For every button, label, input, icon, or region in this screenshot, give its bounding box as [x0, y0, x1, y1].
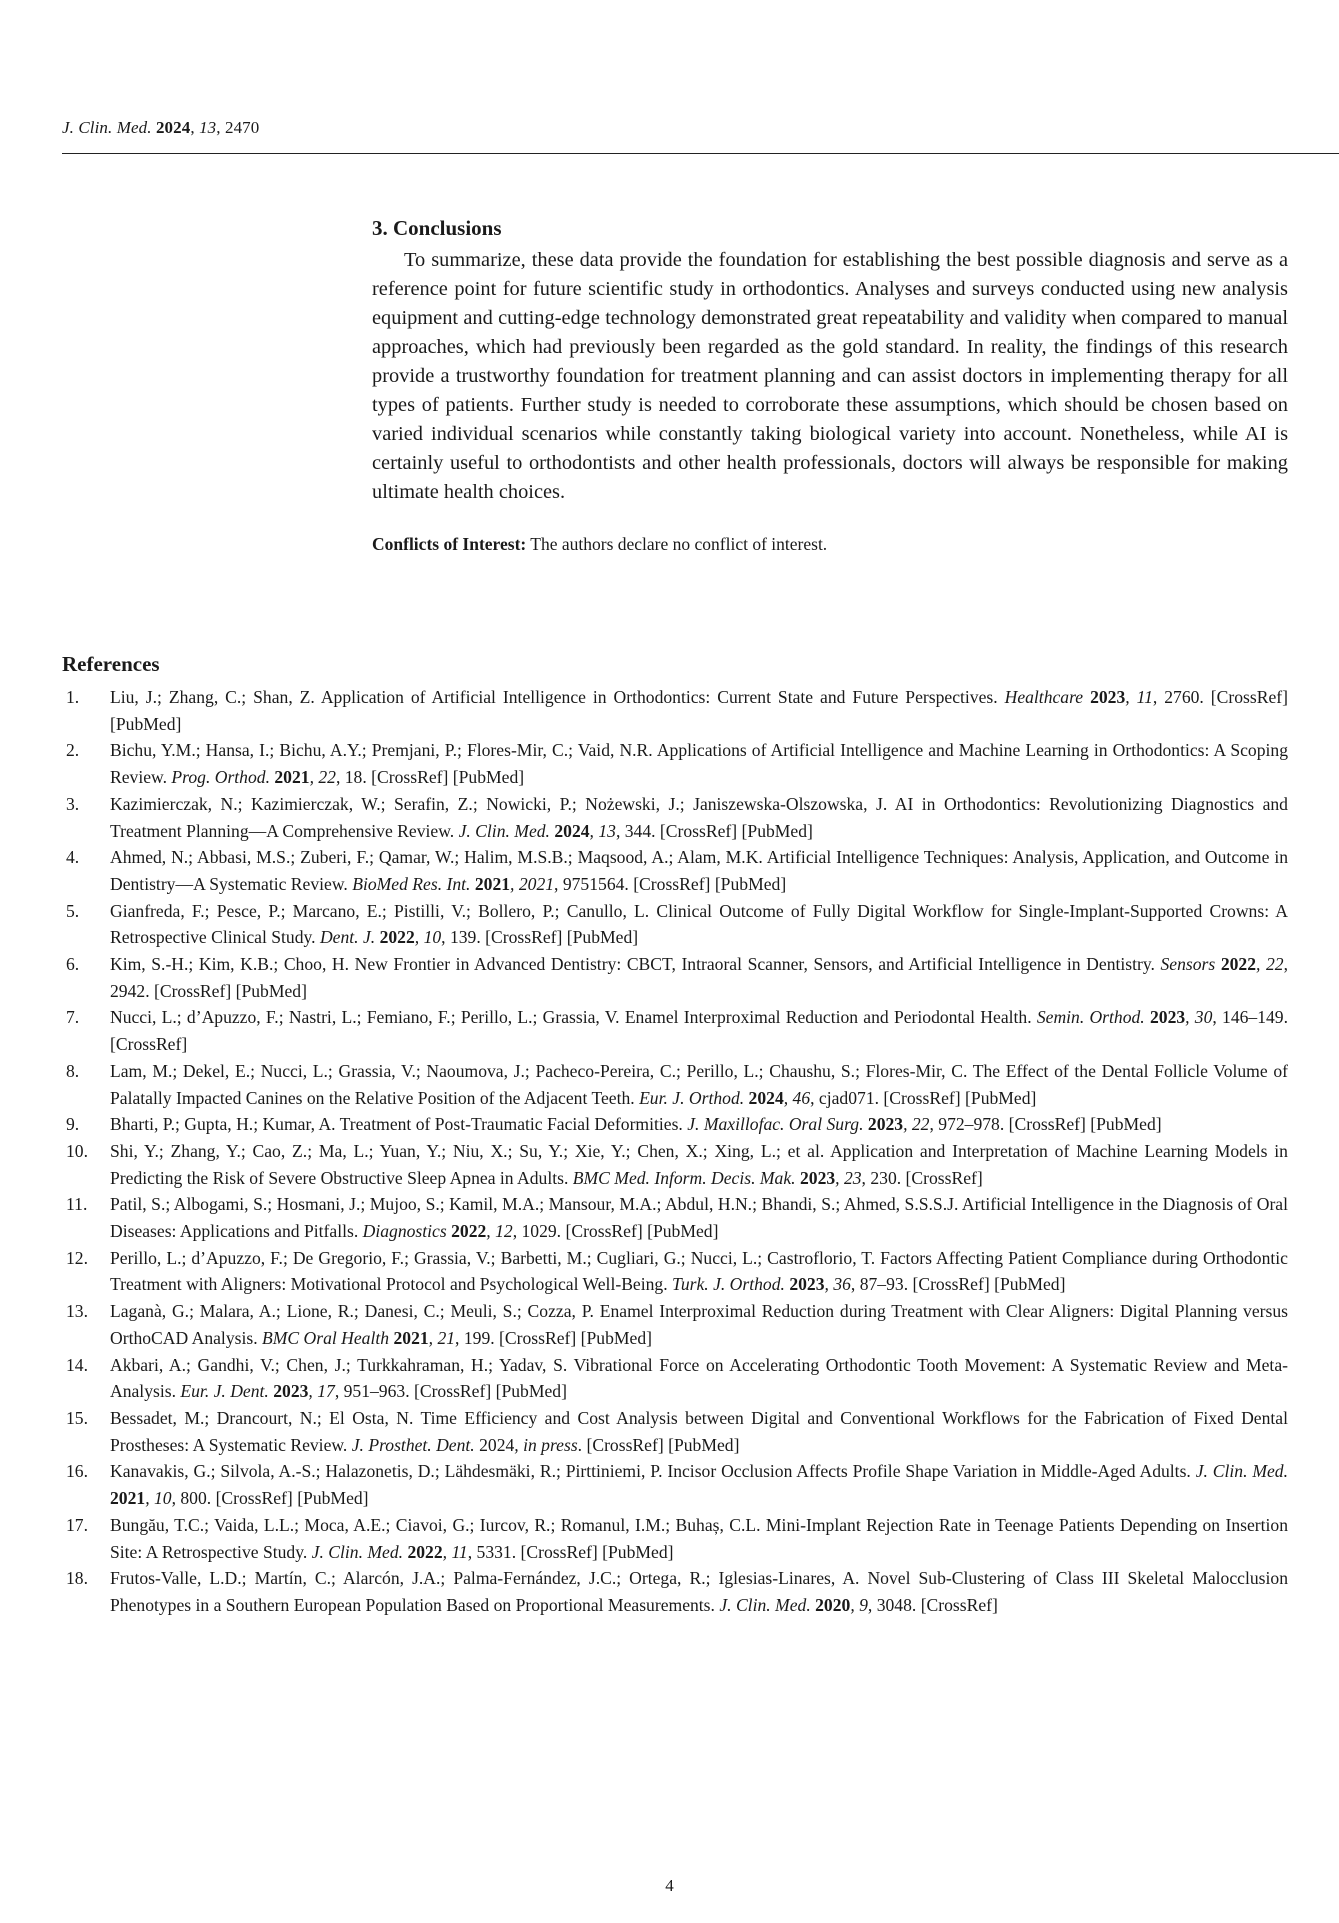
- reference-item: [62, 791, 1288, 844]
- header-sep-1: ,: [190, 118, 200, 137]
- reference-journal: Sensors: [1160, 954, 1216, 975]
- reference-item: [62, 1245, 1288, 1298]
- reference-journal: Eur. J. Orthod.: [639, 1087, 745, 1108]
- reference-pages: , 1029.: [512, 1221, 566, 1242]
- reference-number: 9.: [66, 1114, 80, 1135]
- reference-number: 15.: [66, 1407, 88, 1428]
- reference-number: 6.: [66, 954, 80, 975]
- reference-number: 13.: [66, 1301, 88, 1322]
- reference-volume: , 22: [903, 1114, 930, 1135]
- journal-year: 2024: [155, 118, 191, 137]
- conflicts-of-interest: [372, 532, 1288, 556]
- conflicts-text: The authors declare no conflict of interest.: [526, 534, 828, 554]
- header-rule: [62, 153, 1339, 154]
- reference-pages: , 951–963.: [334, 1381, 414, 1402]
- reference-year: 2022: [451, 1221, 487, 1242]
- pubmed-link[interactable]: [PubMed]: [994, 1274, 1066, 1295]
- reference-authors: Liu, J.; Zhang, C.; Shan, Z.: [110, 687, 321, 707]
- reference-authors: Kanavakis, G.; Silvola, A.-S.; Halazonetis, D.; Lähdesmäki, R.; Pirttiniemi, P.: [110, 1461, 668, 1482]
- reference-pages: , 18.: [335, 767, 372, 788]
- reference-pages: , 2942.: [110, 954, 1288, 1001]
- pubmed-link[interactable]: [PubMed]: [566, 927, 639, 948]
- reference-journal: J. Clin. Med.: [311, 1541, 404, 1562]
- reference-number: 3.: [66, 793, 80, 814]
- conclusions-section: [372, 214, 1288, 556]
- reference-number: 16.: [66, 1461, 88, 1482]
- conflicts-label: Conflicts of Interest:: [372, 534, 527, 554]
- reference-item: [62, 1458, 1288, 1511]
- pubmed-link[interactable]: [PubMed]: [297, 1488, 369, 1509]
- page-number: 4: [665, 1876, 674, 1895]
- references-title: References: [62, 652, 160, 676]
- reference-title: Incisor Occlusion Affects Profile Shape Variation in Middle-Aged Adults.: [667, 1461, 1196, 1482]
- reference-volume: , 11: [442, 1541, 468, 1562]
- reference-journal: Turk. J. Orthod.: [672, 1274, 785, 1295]
- reference-year: 2020: [815, 1594, 851, 1615]
- references-section: [62, 650, 1288, 1619]
- reference-volume: , 30: [1185, 1007, 1213, 1028]
- reference-year: 2021: [274, 767, 310, 788]
- reference-volume: , 46: [783, 1087, 811, 1108]
- reference-volume: , in press: [514, 1434, 578, 1455]
- reference-item: [62, 1405, 1288, 1458]
- reference-item: [62, 1352, 1288, 1405]
- reference-title: Factors Affecting Patient Compliance during Orthodontic Treatment with Aligners: Motivational Protocol and Psychological Well-Being.: [110, 1247, 1288, 1295]
- reference-journal: J. Maxillofac. Oral Surg.: [687, 1114, 864, 1135]
- reference-pages: , 3048.: [867, 1594, 921, 1615]
- reference-authors: Akbari, A.; Gandhi, V.; Chen, J.; Turkkahraman, H.; Yadav, S.: [110, 1354, 574, 1375]
- references-list: [62, 684, 1288, 1619]
- crossref-link[interactable]: [CrossRef]: [485, 927, 563, 948]
- reference-number: 7.: [66, 1007, 80, 1028]
- reference-volume: , 17: [308, 1381, 335, 1402]
- reference-volume: , 22: [309, 767, 336, 788]
- reference-pages: , 972–978.: [929, 1114, 1009, 1135]
- reference-number: 12.: [66, 1247, 88, 1268]
- reference-journal: Dent. J.: [319, 927, 376, 948]
- reference-title: Artificial Intelligence in the Diagnosis of Oral Diseases: Applications and Pitfalls.: [110, 1194, 1289, 1242]
- reference-year: 2023: [799, 1167, 836, 1188]
- reference-year: 2024: [554, 820, 590, 841]
- reference-item: [62, 684, 1288, 737]
- reference-title: Clinical Outcome of Fully Digital Workflow for Single-Implant-Supported Crowns: A Retrospective Clinical Study.: [110, 900, 1288, 948]
- reference-item: [62, 1191, 1288, 1244]
- reference-authors: Bessadet, M.; Drancourt, N.; El Osta, N.: [110, 1407, 421, 1428]
- reference-volume: , 9: [850, 1594, 868, 1615]
- reference-year: 2022: [407, 1541, 443, 1562]
- reference-volume: , 36: [824, 1274, 851, 1295]
- reference-journal: Semin. Orthod.: [1036, 1007, 1145, 1028]
- pubmed-link[interactable]: [PubMed]: [580, 1327, 653, 1348]
- reference-title: AI in Orthodontics: Revolutionizing Diagnostics and Treatment Planning—A Comprehensive Review.: [110, 793, 1288, 841]
- reference-number: 4.: [66, 847, 80, 868]
- reference-year: 2021: [110, 1488, 146, 1509]
- reference-item: [62, 1058, 1288, 1111]
- pubmed-link[interactable]: [PubMed]: [647, 1221, 719, 1242]
- journal-name: J. Clin. Med.: [62, 118, 152, 137]
- header-sep-2: ,: [216, 118, 225, 137]
- crossref-link[interactable]: [CrossRef]: [905, 1167, 983, 1188]
- reference-journal: Healthcare: [1004, 687, 1084, 707]
- reference-journal: BMC Oral Health: [262, 1327, 390, 1348]
- reference-title: Novel Sub-Clustering of Class III Skeletal Malocclusion Phenotypes in a Southern European Population Based on Proportional Measurements.: [110, 1568, 1288, 1615]
- reference-year: 2023: [789, 1274, 825, 1295]
- crossref-link[interactable]: [CrossRef]: [153, 980, 232, 1001]
- reference-volume: , 12: [486, 1221, 513, 1242]
- reference-authors: Bungău, T.C.; Vaida, L.L.; Moca, A.E.; Ciavoi, G.; Iurcov, R.; Romanul, I.M.; Buhaș, C.L.: [110, 1514, 766, 1535]
- reference-pages: , cjad071.: [810, 1087, 884, 1108]
- reference-year: 2023: [1090, 687, 1126, 707]
- reference-year: 2022: [1220, 954, 1257, 975]
- reference-number: 10.: [66, 1140, 88, 1161]
- reference-volume: , 13: [589, 820, 616, 841]
- reference-journal: Prog. Orthod.: [171, 767, 270, 788]
- reference-pages: .: [577, 1434, 587, 1455]
- reference-volume: , 2021: [510, 873, 555, 894]
- reference-authors: Patil, S.; Albogami, S.; Hosmani, J.; Mujoo, S.; Kamil, M.A.; Mansour, M.A.; Abdul, H.N.; Bhandi, S.; Ahmed, S.S.S.J.: [110, 1194, 962, 1215]
- pubmed-link[interactable]: [PubMed]: [668, 1434, 740, 1455]
- crossref-link[interactable]: [CrossRef]: [1210, 687, 1288, 707]
- reference-pages: , 199.: [455, 1327, 500, 1348]
- reference-title: Application of Artificial Intelligence in Orthodontics: Current State and Future Perspectives.: [320, 687, 1005, 707]
- reference-pages: , 800.: [171, 1488, 216, 1509]
- article-number: 2470: [224, 118, 260, 137]
- reference-item: [62, 1111, 1288, 1138]
- reference-item: [62, 898, 1288, 951]
- reference-year: 2023: [867, 1114, 904, 1135]
- reference-number: 8.: [66, 1060, 80, 1081]
- reference-title: Time Efficiency and Cost Analysis between Digital and Conventional Workflows for the Fabrication of Fixed Dental Prostheses: A Systematic Review.: [110, 1407, 1288, 1455]
- reference-authors: Perillo, L.; d’Apuzzo, F.; De Gregorio, F.; Grassia, V.; Barbetti, M.; Cugliari, G.; Nucci, L.; Castroflorio, T.: [110, 1247, 881, 1268]
- reference-authors: Lam, M.; Dekel, E.; Nucci, L.; Grassia, V.; Naoumova, J.; Pacheco-Pereira, C.; Perillo, L.; Chaushu, S.; Flores-Mir, C.: [110, 1060, 973, 1081]
- running-header: [62, 118, 259, 138]
- reference-title: Artificial Intelligence Techniques: Analysis, Application, and Outcome in Dentistry—A Systematic Review.: [110, 847, 1288, 894]
- reference-year: 2023: [1149, 1007, 1186, 1028]
- reference-number: 18.: [66, 1568, 88, 1589]
- reference-title: Enamel Interproximal Reduction during Treatment with Clear Aligners: Digital Planning versus OrthoCAD Analysis.: [110, 1301, 1288, 1348]
- reference-pages: , 344.: [615, 820, 660, 841]
- reference-authors: Shi, Y.; Zhang, Y.; Cao, Z.; Ma, L.; Yuan, Y.; Niu, X.; Su, Y.; Xie, Y.; Chen, X.; Xing, L.; et al.: [110, 1140, 831, 1161]
- reference-pages: , 2760.: [1152, 687, 1211, 707]
- pubmed-link[interactable]: [PubMed]: [452, 767, 525, 788]
- conclusions-paragraph: To summarize, these data provide the foundation for establishing the best possible diagnosis and serve as a reference point for future scientific study in orthodontics. Analyses and surveys conducted using new analysis equipment and cutting-edge technology demonstrated great repeatability and validity when compared to manual approaches, which had previously been regarded as the gold standard. In reality, the findings of this research provide a trustworthy foundation for treatment planning and can assist doctors in implementing therapy for all types of patients. Further study is needed to corroborate these assumptions, which should be chosen based on varied individual scenarios while constantly taking biological variety into account. Nonetheless, while AI is certainly useful to orthodontists and other health professionals, doctors will always be responsible for making ultimate health choices.: [372, 249, 1288, 503]
- reference-year: 2024: [479, 1434, 515, 1455]
- crossref-link[interactable]: [CrossRef]: [883, 1087, 961, 1108]
- reference-title: Application and Interpretation of Machine Learning Models in Predicting the Risk of Severe Obstructive Sleep Apnea in Adults.: [110, 1140, 1288, 1188]
- reference-title: Treatment of Post-Traumatic Facial Deformities.: [339, 1114, 688, 1135]
- reference-item: [62, 844, 1288, 897]
- reference-authors: Bharti, P.; Gupta, H.; Kumar, A.: [110, 1114, 340, 1135]
- reference-item: [62, 1565, 1288, 1618]
- reference-item: [62, 1138, 1288, 1191]
- crossref-link[interactable]: [CrossRef]: [371, 767, 449, 788]
- reference-number: 1.: [66, 687, 80, 707]
- pubmed-link[interactable]: [PubMed]: [110, 713, 182, 734]
- reference-journal: J. Clin. Med.: [719, 1594, 811, 1615]
- reference-journal: BMC Med. Inform. Decis. Mak.: [572, 1167, 796, 1188]
- pubmed-link[interactable]: [PubMed]: [741, 820, 813, 841]
- crossref-link[interactable]: [CrossRef]: [586, 1434, 664, 1455]
- reference-authors: Nucci, L.; d’Apuzzo, F.; Nastri, L.; Femiano, F.; Perillo, L.; Grassia, V.: [110, 1007, 625, 1028]
- reference-pages: , 9751564.: [554, 873, 634, 894]
- reference-pages: , 230.: [861, 1167, 906, 1188]
- reference-volume: , 11: [1125, 687, 1153, 707]
- crossref-link[interactable]: [CrossRef]: [215, 1488, 293, 1509]
- reference-number: 2.: [66, 740, 80, 761]
- reference-pages: , 87–93.: [850, 1274, 913, 1295]
- reference-number: 17.: [66, 1514, 88, 1535]
- reference-item: [62, 951, 1288, 1004]
- reference-pages: , 5331.: [467, 1541, 521, 1562]
- crossref-link[interactable]: [CrossRef]: [633, 873, 711, 894]
- journal-volume: 13: [199, 118, 217, 137]
- crossref-link[interactable]: [CrossRef]: [1008, 1114, 1086, 1135]
- reference-year: 2022: [379, 927, 415, 948]
- reference-volume: , 22: [1256, 954, 1284, 975]
- reference-journal: J. Clin. Med.: [458, 820, 550, 841]
- reference-volume: , 23: [835, 1167, 862, 1188]
- crossref-link[interactable]: [CrossRef]: [565, 1221, 643, 1242]
- reference-number: 14.: [66, 1354, 88, 1375]
- pubmed-link[interactable]: [PubMed]: [714, 873, 787, 894]
- crossref-link[interactable]: [CrossRef]: [659, 820, 738, 841]
- crossref-link[interactable]: [CrossRef]: [520, 1541, 598, 1562]
- reference-authors: Gianfreda, F.; Pesce, P.; Marcano, E.; Pistilli, V.; Bollero, P.; Canullo, L.: [110, 900, 657, 921]
- reference-journal: J. Prosthet. Dent.: [351, 1434, 475, 1455]
- reference-title: New Frontier in Advanced Dentistry: CBCT, Intraoral Scanner, Sensors, and Artificial Intelligence in Dentistry.: [354, 954, 1161, 975]
- reference-volume: , 10: [414, 927, 442, 948]
- pubmed-link[interactable]: [PubMed]: [235, 980, 307, 1001]
- reference-number: 11.: [66, 1194, 88, 1215]
- reference-item: [62, 1298, 1288, 1351]
- pubmed-link[interactable]: [PubMed]: [965, 1087, 1037, 1108]
- crossref-link[interactable]: [CrossRef]: [920, 1594, 998, 1615]
- reference-volume: , 10: [145, 1488, 172, 1509]
- crossref-link[interactable]: [CrossRef]: [912, 1274, 990, 1295]
- reference-year: 2023: [273, 1381, 309, 1402]
- pubmed-link[interactable]: [PubMed]: [602, 1541, 674, 1562]
- reference-authors: Ahmed, N.; Abbasi, M.S.; Zuberi, F.; Qamar, W.; Halim, M.S.B.; Maqsood, A.; Alam, M.K.: [110, 847, 767, 868]
- reference-pages: , 146–149.: [1212, 1007, 1289, 1028]
- reference-number: 5.: [66, 900, 80, 921]
- reference-authors: Bichu, Y.M.; Hansa, I.; Bichu, A.Y.; Premjani, P.; Flores-Mir, C.; Vaid, N.R.: [110, 740, 657, 761]
- reference-year: 2024: [748, 1087, 784, 1108]
- crossref-link[interactable]: [CrossRef]: [499, 1327, 577, 1348]
- crossref-link[interactable]: [CrossRef]: [110, 1034, 188, 1055]
- reference-title: Mini-Implant Rejection Rate in Teenage Patients Depending on Insertion Site: A Retrospective Study.: [110, 1514, 1288, 1562]
- reference-year: 2021: [474, 873, 511, 894]
- reference-title: Applications of Artificial Intelligence and Machine Learning in Orthodontics: A Scoping Review.: [110, 740, 1288, 788]
- reference-item: [62, 1004, 1288, 1057]
- reference-journal: J. Clin. Med.: [1195, 1461, 1288, 1482]
- reference-title: Vibrational Force on Accelerating Orthodontic Tooth Movement: A Systematic Review and Meta-Analysis.: [110, 1354, 1288, 1402]
- section-title: 3. Conclusions: [372, 216, 502, 240]
- pubmed-link[interactable]: [PubMed]: [495, 1381, 567, 1402]
- reference-volume: , 21: [428, 1327, 456, 1348]
- reference-item: [62, 1512, 1288, 1565]
- reference-journal: Diagnostics: [362, 1221, 447, 1242]
- crossref-link[interactable]: [CrossRef]: [413, 1381, 492, 1402]
- reference-title: Enamel Interproximal Reduction and Periodontal Health.: [624, 1007, 1037, 1028]
- reference-journal: BioMed Res. Int.: [352, 873, 471, 894]
- reference-authors: Kim, S.-H.; Kim, K.B.; Choo, H.: [110, 954, 355, 975]
- reference-authors: Frutos-Valle, L.D.; Martín, C.; Alarcón, J.A.; Palma-Fernández, J.C.; Ortega, R.; Iglesias-Linares, A.: [110, 1568, 868, 1589]
- reference-title: The Effect of the Dental Follicle Volume of Palatally Impacted Canines on the Relative Position of the Adjacent Teeth.: [110, 1060, 1289, 1108]
- reference-item: [62, 737, 1288, 790]
- reference-pages: , 139.: [441, 927, 486, 948]
- reference-authors: Kazimierczak, N.; Kazimierczak, W.; Serafin, Z.; Nowicki, P.; Nożewski, J.; Janiszewska-Olszowska, J.: [110, 793, 895, 814]
- pubmed-link[interactable]: [PubMed]: [1090, 1114, 1162, 1135]
- reference-year: 2021: [393, 1327, 429, 1348]
- reference-authors: Laganà, G.; Malara, A.; Lione, R.; Danesi, C.; Meuli, S.; Cozza, P.: [110, 1301, 600, 1322]
- reference-journal: Eur. J. Dent.: [180, 1381, 269, 1402]
